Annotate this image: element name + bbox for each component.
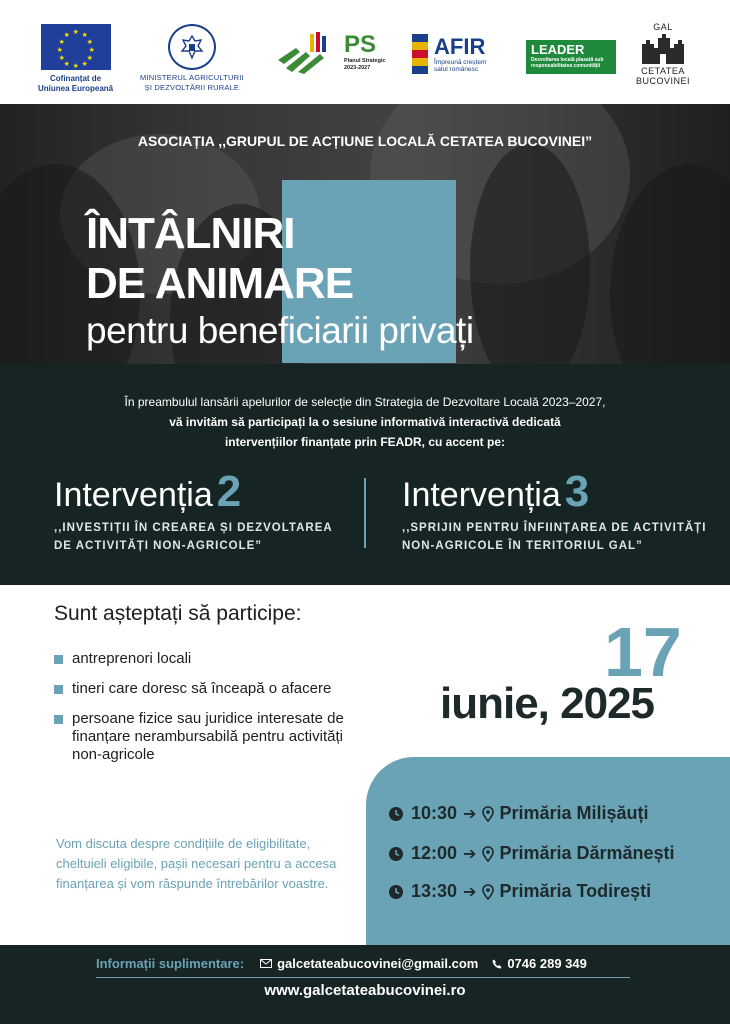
schedule-time: 10:30 bbox=[411, 803, 458, 823]
afir-tricolor-icon bbox=[412, 34, 428, 74]
leader-caption: Dezvoltarea locală plasată sub responsabilitatea comunității bbox=[531, 57, 604, 69]
partner-logos-bar bbox=[0, 0, 730, 104]
clock-icon bbox=[388, 846, 404, 862]
contact-email[interactable]: galcetateabucovinei@gmail.com bbox=[277, 956, 479, 971]
clock-icon bbox=[388, 884, 404, 900]
arrow-right-icon: ➔ bbox=[463, 805, 477, 823]
hero-title-line1: ÎNTÂLNIRI bbox=[86, 209, 295, 258]
eagle-crest-icon bbox=[177, 32, 207, 62]
eu-flag-icon: ★ ★ ★ ★ ★ ★ ★ ★ ★ ★ ★ ★ bbox=[41, 24, 111, 70]
bullet-square-icon bbox=[54, 685, 63, 694]
eu-caption: Cofinanțat de Uniunea Europeană bbox=[38, 74, 114, 93]
list-item bbox=[54, 680, 354, 698]
afir-logo bbox=[412, 34, 486, 74]
schedule-row bbox=[388, 803, 649, 824]
arrow-right-icon: ➔ bbox=[463, 845, 477, 863]
bullet-square-icon bbox=[54, 655, 63, 664]
map-pin-icon bbox=[482, 806, 494, 822]
discussion-note: Vom discuta despre condițiile de eligibilitate, cheltuieli eligibile, pașii necesari pentru a accesa finanțarea și vom răspunde întrebărilor voastre. bbox=[56, 836, 337, 891]
intro-line3: intervențiilor finanțate prin FEADR, cu accent pe: bbox=[224, 435, 506, 449]
event-month-year: iunie, 2025 bbox=[440, 679, 655, 728]
intervention-number: 2 bbox=[216, 467, 242, 516]
schedule-time: 12:00 bbox=[411, 843, 458, 863]
footer-divider bbox=[96, 977, 630, 978]
intervention-label: Intervenția bbox=[54, 476, 213, 514]
gal-bottom-text: CETATEA BUCOVINEI bbox=[636, 66, 691, 86]
contact-line bbox=[96, 956, 587, 971]
expected-list bbox=[54, 650, 354, 776]
intervention-description: ,,SPRIJIN PENTRU ÎNFIINȚAREA DE ACTIVITĂȚI NON-AGRICOLE ÎN TERITORIUL GAL” bbox=[402, 522, 707, 552]
gal-top-text: GAL bbox=[653, 22, 673, 32]
afir-title: AFIR bbox=[434, 34, 486, 59]
organization-name: ASOCIAȚIA ,,GRUPUL DE ACȚIUNE LOCALĂ CETATEA BUCOVINEI” bbox=[137, 133, 593, 149]
schedule-time: 13:30 bbox=[411, 881, 458, 901]
hero-title-line2: DE ANIMARE bbox=[86, 259, 354, 308]
hero-subtitle: pentru beneficiarii privați bbox=[86, 310, 474, 351]
phone-icon bbox=[492, 959, 502, 969]
gal-logo bbox=[636, 22, 690, 86]
contact-phone[interactable]: 0746 289 349 bbox=[507, 956, 587, 971]
schedule-row bbox=[388, 881, 651, 902]
intervention-divider bbox=[364, 478, 366, 548]
list-item bbox=[54, 710, 354, 764]
schedule-place: Primăria Milișăuți bbox=[499, 803, 649, 823]
ps-caption: Planul Strategic 2023-2027 bbox=[344, 58, 386, 71]
intervention-description: ,,INVESTIȚII ÎN CREAREA ȘI DEZVOLTAREA DE ACTIVITĂȚI NON-AGRICOLE” bbox=[54, 522, 333, 552]
intervention-3 bbox=[402, 467, 712, 555]
arrow-right-icon: ➔ bbox=[463, 883, 477, 901]
map-pin-icon bbox=[482, 846, 494, 862]
bullet-square-icon bbox=[54, 715, 63, 724]
list-item-text: tineri care doresc să înceapă o afacere bbox=[72, 680, 332, 697]
schedule-place: Primăria Dărmănești bbox=[499, 843, 675, 863]
ministry-crest-icon bbox=[168, 24, 216, 70]
intro-line1: În preambulul lansării apelurilor de selecție din Strategia de Dezvoltare Locală 2023–2027, bbox=[124, 395, 606, 409]
ministry-logo bbox=[140, 24, 244, 93]
intervention-2 bbox=[54, 467, 354, 555]
castle-icon bbox=[638, 34, 688, 64]
expected-title: Sunt așteptați să participe: bbox=[54, 602, 302, 625]
website-link[interactable]: www.galcetateabucovinei.ro bbox=[264, 982, 466, 999]
list-item bbox=[54, 650, 354, 668]
afir-caption: Împreună creștem satul românesc bbox=[434, 59, 487, 73]
schedule-row bbox=[388, 843, 675, 864]
eu-logo bbox=[38, 24, 113, 94]
intervention-number: 3 bbox=[564, 467, 590, 516]
contact-label: Informații suplimentare: bbox=[96, 956, 245, 971]
intervention-label: Intervenția bbox=[402, 476, 561, 514]
event-day: 17 bbox=[604, 613, 682, 691]
ps-field-stripes-icon bbox=[276, 30, 338, 74]
intro-line2: vă invităm să participați la o sesiune informativă interactivă dedicată bbox=[169, 415, 561, 429]
list-item-text: antreprenori locali bbox=[72, 650, 192, 667]
map-pin-icon bbox=[482, 884, 494, 900]
intro-text bbox=[0, 392, 730, 452]
ministry-caption: MINISTERUL AGRICULTURII ȘI DEZVOLTĂRII RURALE bbox=[140, 73, 244, 92]
ps-title: PS bbox=[344, 31, 377, 58]
clock-icon bbox=[388, 806, 404, 822]
leader-logo bbox=[526, 40, 616, 74]
schedule-place: Primăria Todirești bbox=[499, 881, 652, 901]
list-item-text: persoane fizice sau juridice interesate de finanțare nerambursabilă pentru activități non-agricole bbox=[72, 710, 344, 763]
ps-logo bbox=[276, 30, 386, 74]
leader-title: LEADER bbox=[531, 42, 585, 57]
envelope-icon bbox=[260, 959, 272, 968]
